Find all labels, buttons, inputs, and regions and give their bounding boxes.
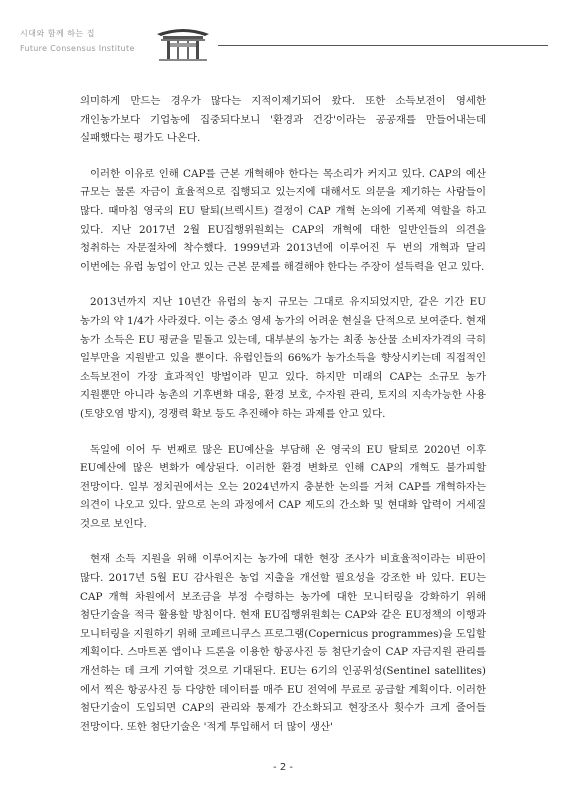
document-body [80,92,486,753]
header-rule [218,45,548,46]
page-number: - 2 - [273,762,293,773]
paragraph: 이러한 이유로 인해 CAP를 근본 개혁해야 한다는 목소리가 커지고 있다. CAP의 예산 규모는 물론 자금이 효율적으로 집행되고 있는지에 대해서도 의문을 제기하는 사람들이 많다. 때마침 영국의 EU 탈퇴(브렉시트) 결정이 CAP 개혁 논의에 기폭제 역할을 하고 있다. 지난 2017년 2월 EU집행위원회는 CAP의 개혁에 대한 일반인들의 의견을 청취하는 자문절차에 착수했다. 1999년과 2013년에 이루어진 두 번의 개혁과 달리 이번에는 유럽 농업이 안고 있는 근본 문제를 해결해야 한다는 주장이 설득력을 얻고 있다. [80,167,486,273]
page-header [0,0,566,70]
paragraph: 현재 소득 지원을 위해 이루어지는 농가에 대한 현장 조사가 비효율적이라는 비판이 많다. 2017년 5월 EU 감사원은 농업 지출을 개선할 필요성을 강조한 바 있다. EU는 CAP 개혁 차원에서 보조금을 부정 수령하는 농가에 대한 모니터링을 강화하기 위해 첨단기술을 적극 활용할 방침이다. 현재 EU집행위원회는 CAP와 같은 EU정책의 이행과 모니터링을 지원하기 위해 코페르니쿠스 프로그램(Copernicus programmes)을 도입할 계획이다. 스마트폰 앱이나 드론을 이용한 항공사진 등 첨단기술이 CAP 자금지원 관리를 개선하는 데 크게 기여할 것으로 기대된다. EU는 6기의 인공위성(Sentinel satellites)에서 찍은 항공사진 등 다양한 데이터를 매주 EU 전역에 무료로 공급할 계획이다. 이러한 첨단기술이 도입되면 CAP의 관리와 통제가 간소화되고 현장조사 횟수가 크게 줄어들 전망이다. 또한 첨단기술은 '적게 투입해서 더 많이 생산' [80,553,486,733]
paragraph: 독일에 이어 두 번째로 많은 EU예산을 부담해 온 영국의 EU 탈퇴로 2020년 이후 EU예산에 많은 변화가 예상된다. 이러한 환경 변화로 인해 CAP의 개혁도 불가피할 전망이다. 일부 정치권에서는 오는 2024년까지 충분한 논의를 거쳐 CAP를 개혁하자는 의견이 나오고 있다. 앞으로 논의 과정에서 CAP 제도의 간소화 및 현대화 압력이 거세질 것으로 보인다. [80,443,486,530]
paragraph: 의미하게 만드는 경우가 많다는 지적이제기되어 왔다. 또한 소득보전이 영세한 개인농가보다 기업농에 집중되다보니 '환경과 건강'이라는 공공재를 만들어내는데 실패했다는 평가도 나온다. [80,95,486,145]
org-name-english: Future Consensus Institute [20,44,135,53]
traditional-gate-roof-icon [155,22,211,62]
org-name-korean: 시대와 함께 하는 집 [20,29,95,38]
paragraph: 2013년까지 지난 10년간 유럽의 농지 규모는 그대로 유지되었지만, 같은 기간 EU 농가의 약 1/4가 사라졌다. 이는 중소 영세 농가의 어려운 현실을 단적으로 보여준다. 현재 농가 소득은 EU 평균을 밑돌고 있는데, 대부분의 농가는 최종 농산물 소비자가격의 극히 일부만을 지원받고 있을 뿐이다. 유럽인들의 66%가 농가소득을 향상시키는데 직접적인 소득보전이 가장 효과적인 방법이라 믿고 있다. 하지만 미래의 CAP는 소규모 농가 지원뿐만 아니라 농촌의 기후변화 대응, 환경 보호, 수자원 관리, 토지의 지속가능한 사용(토양오염 방지), 경쟁력 확보 등도 추진해야 하는 과제를 안고 있다. [80,296,486,420]
